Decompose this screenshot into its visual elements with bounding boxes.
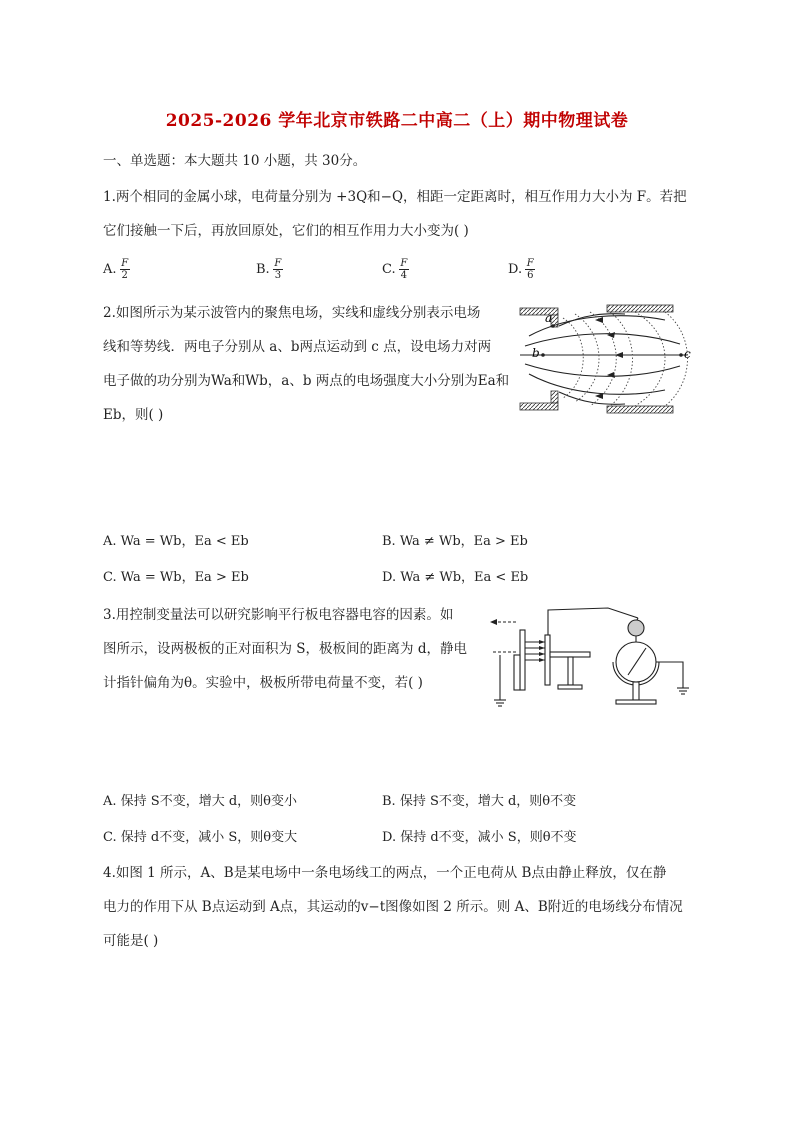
question-4-line-3: 可能是( ) [103, 933, 159, 949]
question-2 [103, 296, 509, 432]
focusing-field-figure [515, 300, 695, 418]
question-2-line-3: 电子做的功分别为Wa和Wb，a、b 两点的电场强度大小分别为Ea和 [103, 373, 510, 389]
q1-option-a: A. $\frac{F}{2}$ [103, 258, 129, 281]
page-title: 2025-2026 学年北京市铁路二中高二（上）期中物理试卷 [165, 111, 629, 131]
q3-option-b: B. 保持 S不变，增大 d，则θ不变 [382, 794, 577, 809]
question-3 [103, 598, 467, 700]
question-1-line-1: 1.两个相同的金属小球，电荷量分别为 +3Q和−Q，相距一定距离时，相互作用力大小为 F。若把 [103, 189, 687, 205]
question-3-line-1: 3.用控制变量法可以研究影响平行板电容器电容的因素。如 [103, 607, 454, 623]
q2-option-d: D. Wa ≠ Wb，Ea < Eb [382, 570, 529, 585]
q3-option-d: D. 保持 d不变，减小 S，则θ不变 [382, 830, 577, 845]
capacitor-electrometer-figure [488, 600, 698, 715]
q3-option-a: A. 保持 S不变，增大 d，则θ变小 [103, 794, 297, 809]
label-c: c [684, 347, 691, 361]
label-a: a [545, 311, 553, 325]
section-heading: 一、单选题：本大题共 10 小题，共 30分。 [103, 153, 367, 169]
q2-option-b: B. Wa ≠ Wb，Ea > Eb [382, 534, 528, 549]
q1-option-b: B. $\frac{F}{3}$ [256, 258, 282, 281]
question-4-line-2: 电力的作用下从 B点运动到 A点，其运动的v−t图像如图 2 所示。则 A、B附近的电场线分布情况 [103, 899, 683, 915]
q3-option-c: C. 保持 d不变，减小 S，则θ变大 [103, 830, 298, 845]
q2-option-a: A. Wa = Wb，Ea < Eb [103, 534, 249, 549]
q1-option-c: C. $\frac{F}{4}$ [382, 258, 408, 281]
question-2-line-4: Eb，则( ) [103, 407, 164, 423]
question-2-line-2: 线和等势线．两电子分别从 a、b两点运动到 c 点，设电场力对两 [103, 339, 492, 355]
question-4 [103, 856, 683, 958]
question-3-line-3: 计指针偏角为θ。实验中，极板所带电荷量不变，若( ) [103, 675, 423, 691]
q2-option-c: C. Wa = Wb，Ea > Eb [103, 570, 249, 585]
question-1 [103, 180, 687, 248]
question-3-line-2: 图所示，设两极板的正对面积为 S，极板间的距离为 d，静电 [103, 641, 467, 657]
question-4-line-1: 4.如图 1 所示，A、B是某电场中一条电场线工的两点，一个正电荷从 B点由静止释放，仅在静 [103, 865, 667, 881]
q1-option-d: D. $\frac{F}{6}$ [508, 258, 534, 281]
question-2-line-1: 2.如图所示为某示波管内的聚焦电场，实线和虚线分别表示电场 [103, 305, 481, 321]
label-b: b [532, 346, 540, 360]
question-1-line-2: 它们接触一下后，再放回原处，它们的相互作用力大小变为( ) [103, 223, 469, 239]
